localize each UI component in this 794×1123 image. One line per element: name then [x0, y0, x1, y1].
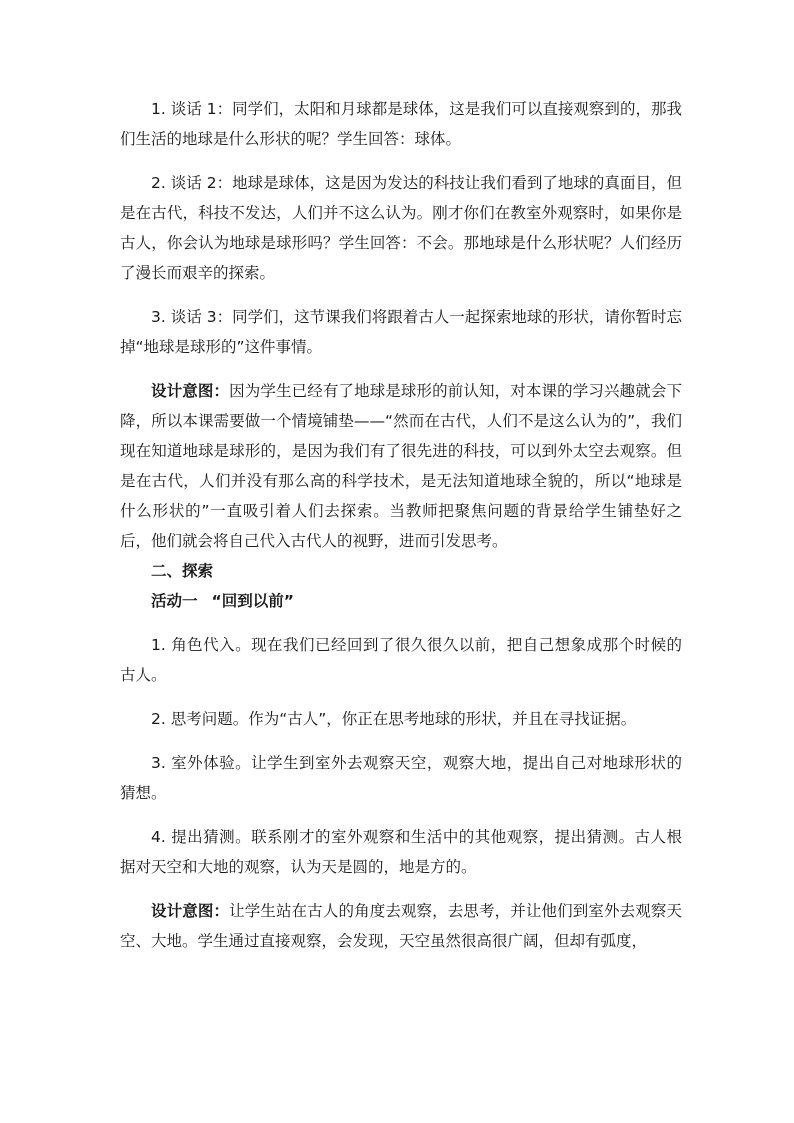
design-intent-text-2: 让学生站在古人的角度去观察，去思考，并让他们到室外去观察天空、大地。学生通过直接观察，会发现，天空虽然很高很广阔，但却有弧度， [120, 902, 682, 950]
activity-label: 活动一 [151, 592, 198, 610]
design-intent-label-2: 设计意图： [151, 902, 230, 920]
talk-1-paragraph: 1. 谈话 1：同学们，太阳和月球都是球体，这是我们可以直接观察到的，那我们生活的地球是什么形状的呢？学生回答：球体。 [120, 100, 682, 148]
design-intent-paragraph-2 [120, 896, 682, 956]
activity-step-3: 3. 室外体验。让学生到室外去观察天空，观察大地，提出自己对地球形状的猜想。 [120, 754, 682, 802]
activity-title: “回到以前” [211, 592, 294, 610]
activity-step-4: 4. 提出猜测。联系刚才的室外观察和生活中的其他观察，提出猜测。古人根据对天空和大地的观察，认为天是圆的，地是方的。 [120, 828, 682, 876]
design-intent-text-1: 因为学生已经有了地球是球形的前认知，对本课的学习兴趣就会下降，所以本课需要做一个情境铺垫——“然而在古代，人们不是这么认为的”，我们现在知道地球是球形的，是因为我们有了很先进的科技，可以到外太空去观察。但是在古代，人们并没有那么高的科学技术，是无法知道地球全貌的，所以“地球是什么形状的”一直吸引着人们去探索。当教师把聚焦问题的背景给学生铺垫好之后，他们就会将自己代入古代人的视野，进而引发思考。 [120, 382, 682, 550]
section-heading: 二、探索 [151, 562, 214, 580]
activity-step-1: 1. 角色代入。现在我们已经回到了很久很久以前，把自己想象成那个时候的古人。 [120, 636, 682, 684]
document-body [120, 94, 682, 956]
talk-2-paragraph: 2. 谈话 2：地球是球体，这是因为发达的科技让我们看到了地球的真面目，但是在古代，科技不发达，人们并不这么认为。刚才你们在教室外观察时，如果你是古人，你会认为地球是球形吗？学生回答：不会。那地球是什么形状呢？人们经历了漫长而艰辛的探索。 [120, 174, 682, 282]
activity-heading [120, 586, 682, 616]
design-intent-label-1: 设计意图： [151, 382, 230, 400]
talk-3-paragraph: 3. 谈话 3：同学们，这节课我们将跟着古人一起探索地球的形状，请你暂时忘掉“地球是球形的”这件事情。 [120, 308, 682, 356]
design-intent-paragraph-1 [120, 376, 682, 556]
activity-step-2: 2. 思考问题。作为“古人”，你正在思考地球的形状，并且在寻找证据。 [151, 710, 637, 728]
